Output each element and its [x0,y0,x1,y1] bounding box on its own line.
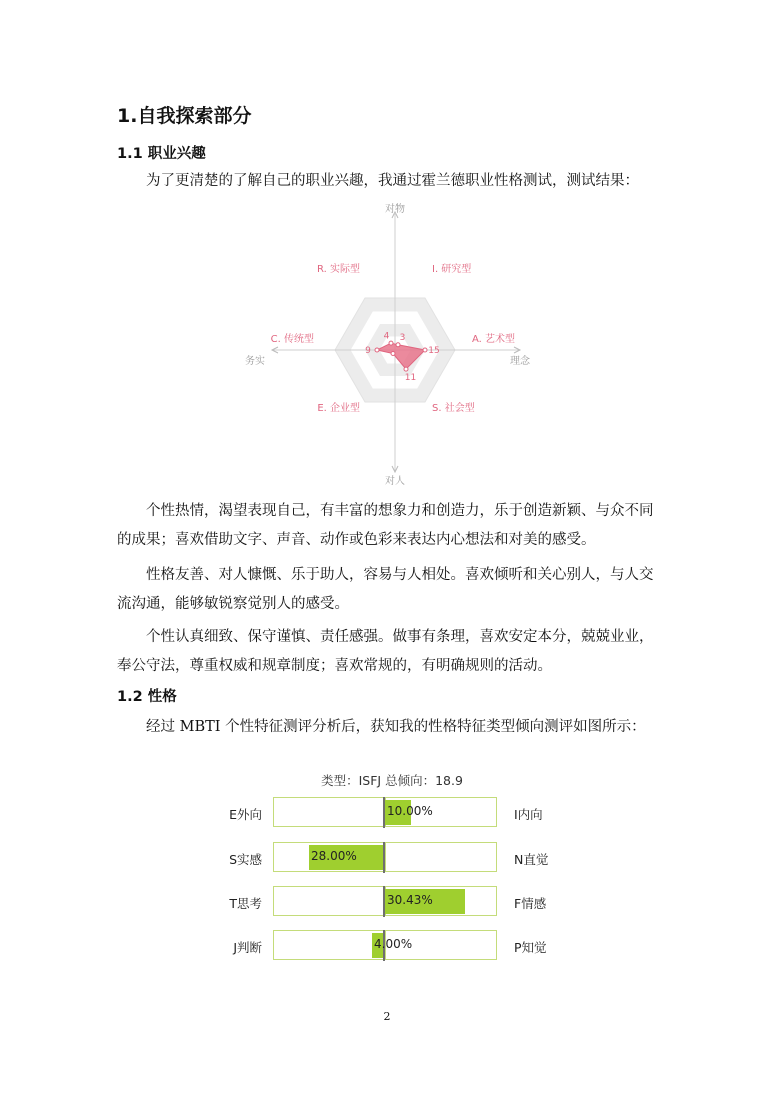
mbti-chart-title: 类型：ISFJ 总倾向：18.9 [321,773,463,788]
radar-axis-label-right: 理念 [510,356,530,367]
mbti-center-line [383,842,385,873]
interest-paragraph-1: 个性热情，渴望表现自己，有丰富的想象力和创造力，乐于创造新颖、与众不同的成果；喜欢借助文字、声音、动作或色彩来表达内心想法和对美的感受。 [117,503,654,548]
mbti-value-label: 30.43% [387,893,433,907]
radar-value-label: 11 [404,372,417,383]
radar-data-point [375,348,379,352]
mbti-bar [273,797,496,827]
personality-intro: 经过 MBTI 个性特征测评分析后，获知我的性格特征类型倾向测评如图所示： [146,719,646,735]
radar-value-label: 9 [365,346,371,356]
mbti-right-label: P知觉 [514,940,547,955]
radar-category-label: I. 研究型 [432,264,472,275]
radar-axis-label-top: 对物 [385,204,405,215]
mbti-value-label: 28.00% [311,849,357,863]
radar-data-point [396,343,400,347]
radar-data-point [391,352,395,356]
mbti-left-label: J判断 [233,940,262,955]
mbti-right-label: N直觉 [514,852,549,867]
radar-value-label: 3 [399,333,406,343]
mbti-bar-right-half [385,842,497,872]
mbti-left-label: T思考 [229,896,262,911]
radar-value-label: 4 [383,331,390,342]
mbti-chart [212,765,572,965]
radar-category-label: R. 实际型 [317,264,360,275]
radar-data-point [404,367,408,371]
mbti-bar [273,930,496,960]
radar-axis-label-bottom: 对人 [385,476,405,487]
mbti-value-label: 10.00% [387,804,433,818]
mbti-bar-left-half [273,797,385,827]
mbti-bar [273,886,496,916]
holland-radar-chart [240,200,540,490]
mbti-value-label: 4.00% [374,937,413,951]
interest-paragraph-2: 性格友善、对人慷慨、乐于助人，容易与人相处。喜欢倾听和关心别人，与人交流沟通，能够敏锐察觉别人的感受。 [117,567,654,612]
mbti-row [212,842,572,874]
mbti-row [212,797,572,829]
mbti-right-label: I内向 [514,807,543,822]
mbti-right-label: F情感 [514,896,547,911]
radar-data-point [389,341,393,345]
radar-category-label: A. 艺术型 [472,334,516,345]
subsection-heading-interest: 1.1 职业兴趣 [117,146,206,162]
mbti-center-line [383,797,385,828]
radar-data-point [423,348,427,352]
mbti-left-label: E外向 [229,807,262,822]
radar-category-label: E. 企业型 [317,403,360,414]
radar-axis-label-left: 务实 [245,356,265,367]
mbti-row [212,886,572,918]
subsection-heading-personality: 1.2 性格 [117,689,177,705]
mbti-row [212,930,572,962]
mbti-center-line [383,886,385,917]
radar-category-label: C. 传统型 [270,334,314,345]
mbti-bar-left-half [273,930,385,960]
radar-value-label: 15 [428,346,440,356]
mbti-bar-left-half [273,886,385,916]
page-number: 2 [383,1010,391,1023]
interest-intro: 为了更清楚的了解自己的职业兴趣，我通过霍兰德职业性格测试，测试结果： [146,173,639,189]
section-heading: 1.自我探索部分 [117,105,252,127]
mbti-bar [273,842,496,872]
mbti-left-label: S实感 [229,852,262,867]
interest-paragraph-3: 个性认真细致、保守谨慎、责任感强。做事有条理，喜欢安定本分，兢兢业业，奉公守法，尊重权威和规章制度；喜欢常规的，有明确规则的活动。 [117,629,654,674]
radar-category-label: S. 社会型 [432,403,475,414]
